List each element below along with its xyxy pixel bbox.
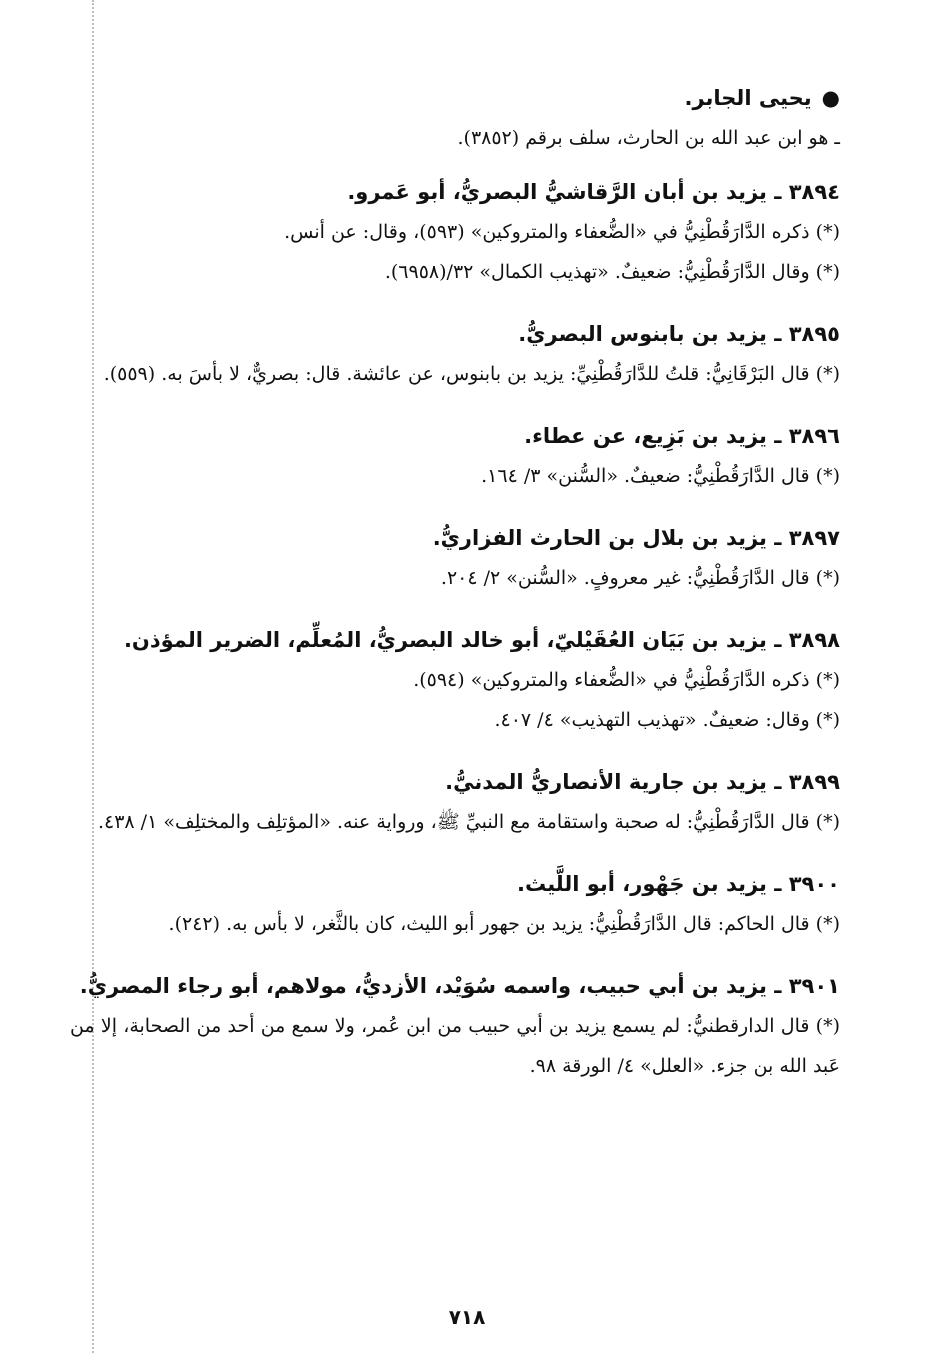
entry-3895 [70,314,840,394]
entry-heading: ٣٨٩٧ ـ يزيد بن بلال بن الحارث الفزاريُّ. [432,526,840,550]
page-number: ٧١٨ [448,1305,486,1329]
entry-heading: ٣٩٠٠ ـ يزيد بن جَهْور، أبو اللَّيث. [517,872,840,896]
bullet-icon: ● [821,86,840,110]
entry-text: (*) قال الحاكم: قال الدَّارَقُطْنِيُّ: يزيد بن جهور أبو الليث، كان بالثَّغر، لا بأس به. (٢٤٢). [168,913,840,935]
entry-3899 [70,762,840,842]
entry-heading: ٣٩٠١ ـ يزيد بن أبي حبيب، واسمه سُوَيْد، الأزديُّ، مولاهم، أبو رجاء المصريُّ. [79,974,840,998]
entry-3896 [70,416,840,496]
entry-heading: ٣٨٩٤ ـ يزيد بن أبان الرَّقاشيُّ البصريُّ، أبو عَمرو. [347,180,840,204]
entry-text: (*) وقال الدَّارَقُطْنِيُّ: ضعيفٌ. «تهذيب الكمال» ٣٢/(٦٩٥٨). [384,261,840,283]
entry-text: (*) قال الدارقطنيُّ: لم يسمع يزيد بن أبي حبيب من ابن عُمر، ولا سمع من أحد من الصحابة، إلا من عَبد الله بن جزء. «العلل» ٤/ الورقة ٩٨. [70,1015,840,1077]
entry-text: (*) ذكره الدَّارَقُطْنِيُّ في «الضُّعفاء والمتروكين» (٥٩٣)، وقال: عن أنس. [284,221,840,243]
entry-heading: يحيى الجابر. [684,86,812,110]
entry-text: (*) قال الدَّارَقُطْنِيُّ: غير معروفٍ. «السُّنن» ٢/ ٢٠٤. [440,567,840,589]
entry-heading: ٣٨٩٥ ـ يزيد بن بابنوس البصريُّ. [518,322,840,346]
entry-heading: ٣٨٩٩ ـ يزيد بن جارية الأنصاريُّ المدنيُّ. [445,770,840,794]
entry-text: (*) قال الدَّارَقُطْنِيُّ: ضعيفٌ. «السُّنن» ٣/ ١٦٤. [481,465,840,487]
entry-text: (*) وقال: ضعيفٌ. «تهذيب التهذيب» ٤/ ٤٠٧. [494,709,840,731]
entry-heading: ٣٨٩٦ ـ يزيد بن بَزِيع، عن عطاء. [524,424,840,448]
entry-text: ـ هو ابن عبد الله بن الحارث، سلف برقم (٣٨٥٢). [457,127,840,149]
entry-text: (*) قال البَرْقَانِيُّ: قلتُ للدَّارَقُطْنِيِّ: يزيد بن بابنوس، عن عائشة. قال: بصريٌّ، لا بأسَ به. (٥٥٩). [103,363,840,385]
entry-3901 [70,966,840,1086]
entry-heading: ٣٨٩٨ ـ يزيد بن بَيَان العُقَيْليّ، أبو خالد البصريُّ، المُعلِّم، الضرير المؤذن. [123,628,840,652]
entry-3897 [70,518,840,598]
entry-yahya [70,78,840,158]
entry-3898 [70,620,840,740]
text-column [70,78,840,1108]
entry-text: (*) قال الدَّارَقُطْنِيُّ: له صحبة واستقامة مع النبيِّ ﷺ، ورواية عنه. «المؤتلِف والمختلِف» ١/ ٤٣٨. [97,811,840,833]
entry-text: (*) ذكره الدَّارَقُطْنِيُّ في «الضُّعفاء والمتروكين» (٥٩٤). [413,669,840,691]
entry-3894 [70,172,840,292]
entry-3900 [70,864,840,944]
